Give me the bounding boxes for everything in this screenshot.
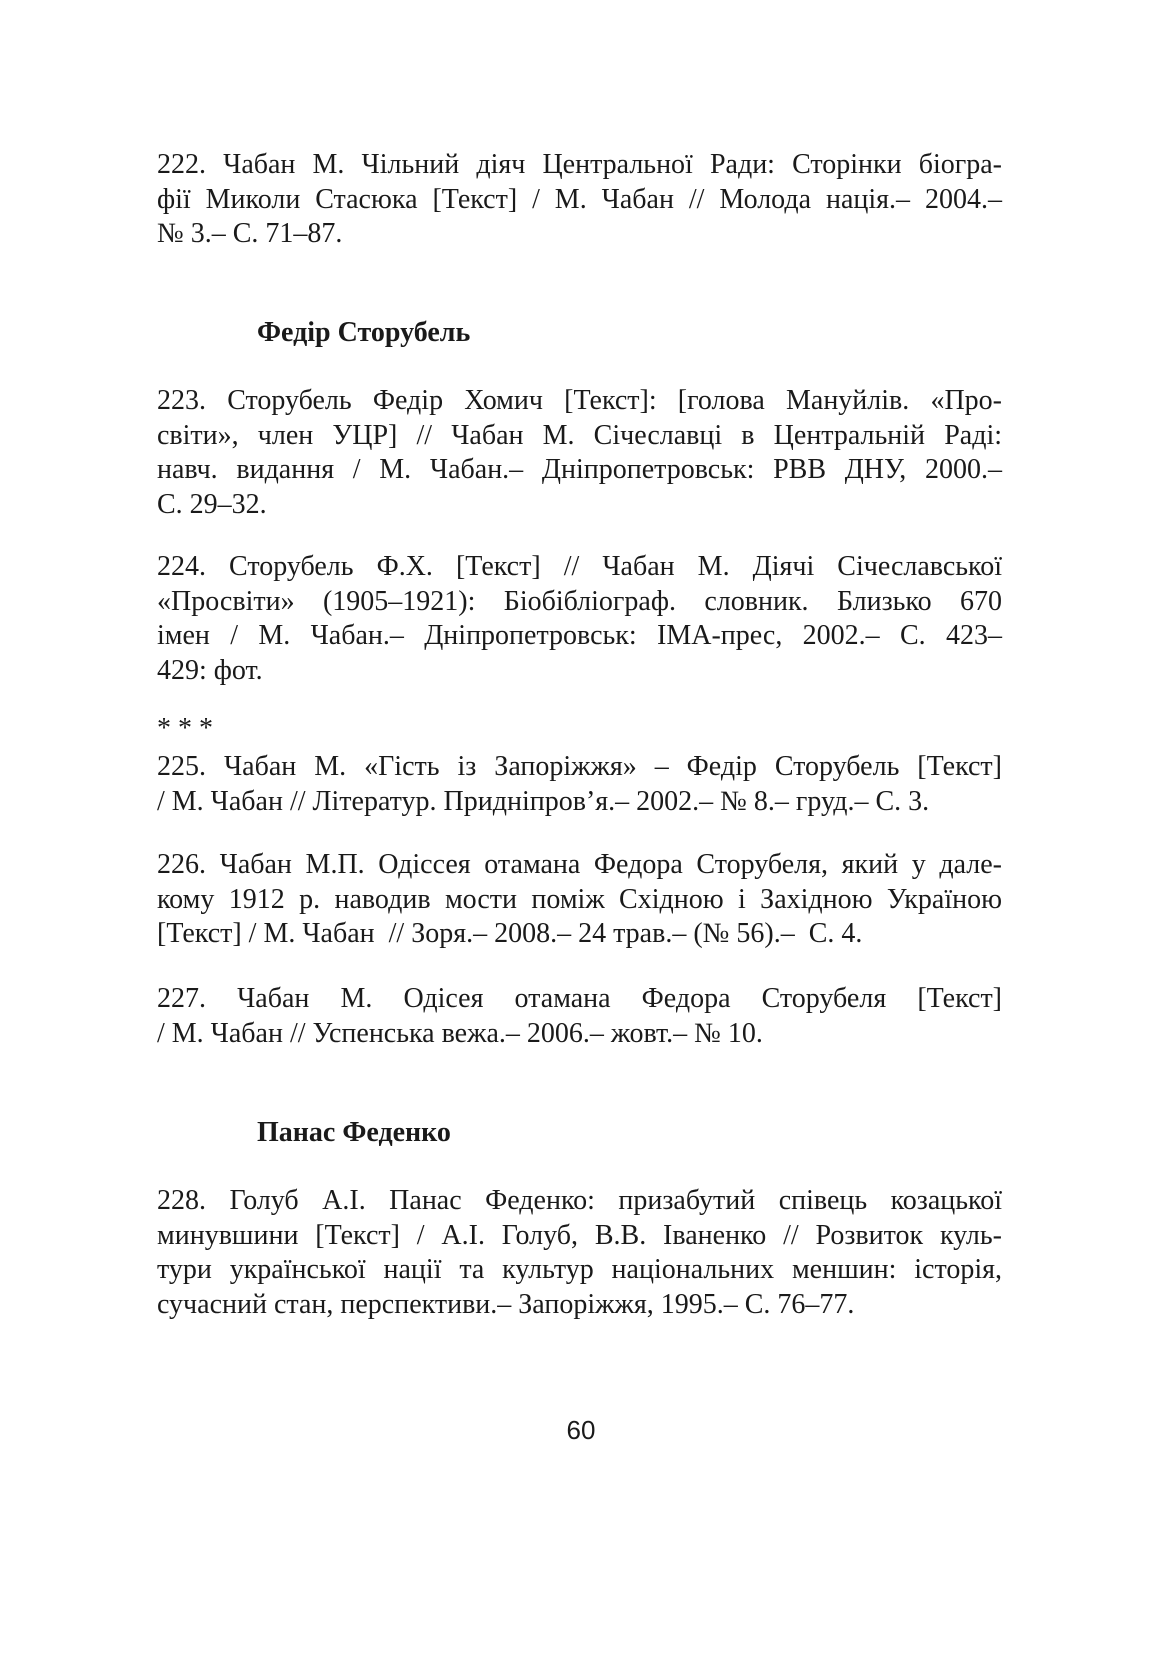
bibliography-entry	[157, 1184, 1002, 1322]
entry-line: С. 29–32.	[157, 488, 267, 520]
entry-line: фії Миколи Стасюка [Текст] / М. Чабан // Молода нація.– 2004.–	[157, 183, 1002, 215]
page-number: 60	[566, 1415, 596, 1445]
asterisk-separator	[157, 712, 1002, 747]
entry-line: 228. Голуб А.І. Панас Феденко: призабутий співець козацької	[157, 1185, 1002, 1216]
entry-line: імен / М. Чабан.– Дніпропетровськ: ІМА-прес, 2002.– С. 423–	[157, 620, 1002, 651]
entry-line: 225. Чабан М. «Гість із Запоріжжя» – Федір Сторубель [Текст]	[157, 751, 1002, 782]
separator-text: * * *	[157, 713, 213, 744]
entry-line: 429: фот.	[157, 654, 263, 686]
bibliography-entry	[157, 550, 1002, 688]
bibliography-entry	[157, 848, 1002, 952]
entry-line: світи», член УЦР] // Чабан М. Січеславці в Центральній Раді:	[157, 419, 1002, 451]
entry-line: 223. Сторубель Федір Хомич [Текст]: [голова Мануйлів. «Про-	[157, 385, 1002, 416]
entry-line: тури української нації та культур національних меншин: історія,	[157, 1254, 1002, 1285]
entry-line: кому 1912 р. наводив мости поміж Східною і Західною Україною	[157, 883, 1002, 915]
entry-line: минувшини [Текст] / А.І. Голуб, В.В. Іваненко // Розвиток куль-	[157, 1219, 1002, 1251]
entry-line: навч. видання / М. Чабан.– Дніпропетровськ: РВВ ДНУ, 2000.–	[157, 454, 1002, 485]
entry-line: [Текст] / М. Чабан // Зоря.– 2008.– 24 трав.– (№ 56).– С. 4.	[157, 918, 863, 949]
entry-line: / М. Чабан // Успенська вежа.– 2006.– жовт.– № 10.	[157, 1017, 763, 1049]
entry-line: 226. Чабан М.П. Одіссея отамана Федора Сторубеля, який у дале-	[157, 849, 1002, 880]
section-heading: Федір Сторубель	[257, 317, 471, 348]
bibliography-entry	[157, 384, 1002, 522]
entry-line: / М. Чабан // Літератур. Придніпров’я.– 2002.– № 8.– груд.– С. 3.	[157, 785, 930, 817]
entry-line: сучасний стан, перспективи.– Запоріжжя, 1995.– С. 76–77.	[157, 1288, 855, 1320]
entry-line: № 3.– С. 71–87.	[157, 218, 343, 249]
entry-line: 222. Чабан М. Чільний діяч Центральної Ради: Сторінки біогра-	[157, 149, 1002, 180]
bibliography-entry	[157, 148, 1002, 252]
entry-line: 224. Сторубель Ф.Х. [Текст] // Чабан М. Діячі Січеславської	[157, 551, 1002, 582]
entry-line: «Просвіти» (1905–1921): Біобібліограф. словник. Близько 670	[157, 585, 1002, 617]
bibliography-entry	[157, 750, 1002, 819]
entry-line: 227. Чабан М. Одісея отамана Федора Сторубеля [Текст]	[157, 983, 1002, 1014]
bibliography-entry	[157, 982, 1002, 1051]
section-heading: Панас Феденко	[257, 1117, 451, 1148]
